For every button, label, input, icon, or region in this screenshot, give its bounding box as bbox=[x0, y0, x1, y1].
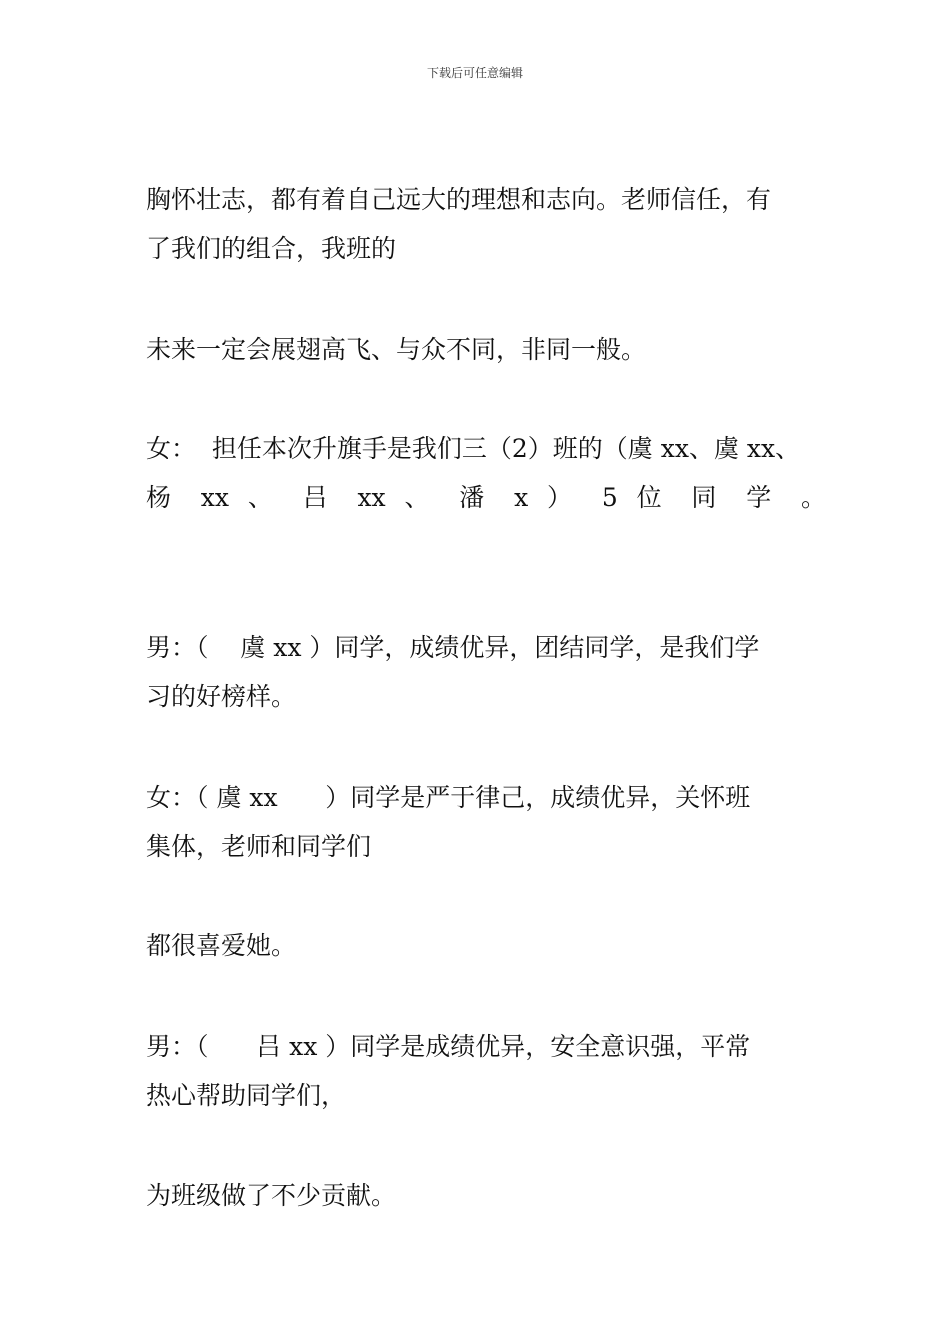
paragraph-line-11: 男：（ 吕 xx ）同学是成绩优异，安全意识强，平常 bbox=[146, 1032, 751, 1061]
page-header: 下载后可任意编辑 bbox=[426, 66, 523, 80]
paragraph-line-8: 女：（ 虞 xx ）同学是严于律己，成绩优异，关怀班 bbox=[146, 783, 751, 812]
paragraph-line-3: 未来一定会展翅高飞、与众不同，非同一般。 bbox=[146, 335, 647, 364]
paragraph-line-5: 杨 xx 、 吕 xx 、 潘 x ） 5 位 同 学 。 bbox=[146, 483, 826, 512]
paragraph-line-2: 了我们的组合，我班的 bbox=[146, 234, 397, 263]
paragraph-line-7: 习的好榜样。 bbox=[146, 682, 297, 711]
paragraph-line-13: 为班级做了不少贡献。 bbox=[146, 1181, 397, 1210]
paragraph-line-6: 男：（ 虞 xx ）同学，成绩优异，团结同学，是我们学 bbox=[146, 633, 760, 662]
paragraph-line-10: 都很喜爱她。 bbox=[146, 931, 297, 960]
paragraph-line-4: 女： 担任本次升旗手是我们三（2）班的（虞 xx、虞 xx、 bbox=[146, 434, 801, 463]
paragraph-line-1: 胸怀壮志，都有着自己远大的理想和志向。老师信任，有 bbox=[146, 185, 772, 214]
paragraph-line-12: 热心帮助同学们， bbox=[146, 1081, 347, 1110]
paragraph-line-9: 集体，老师和同学们 bbox=[146, 832, 372, 861]
